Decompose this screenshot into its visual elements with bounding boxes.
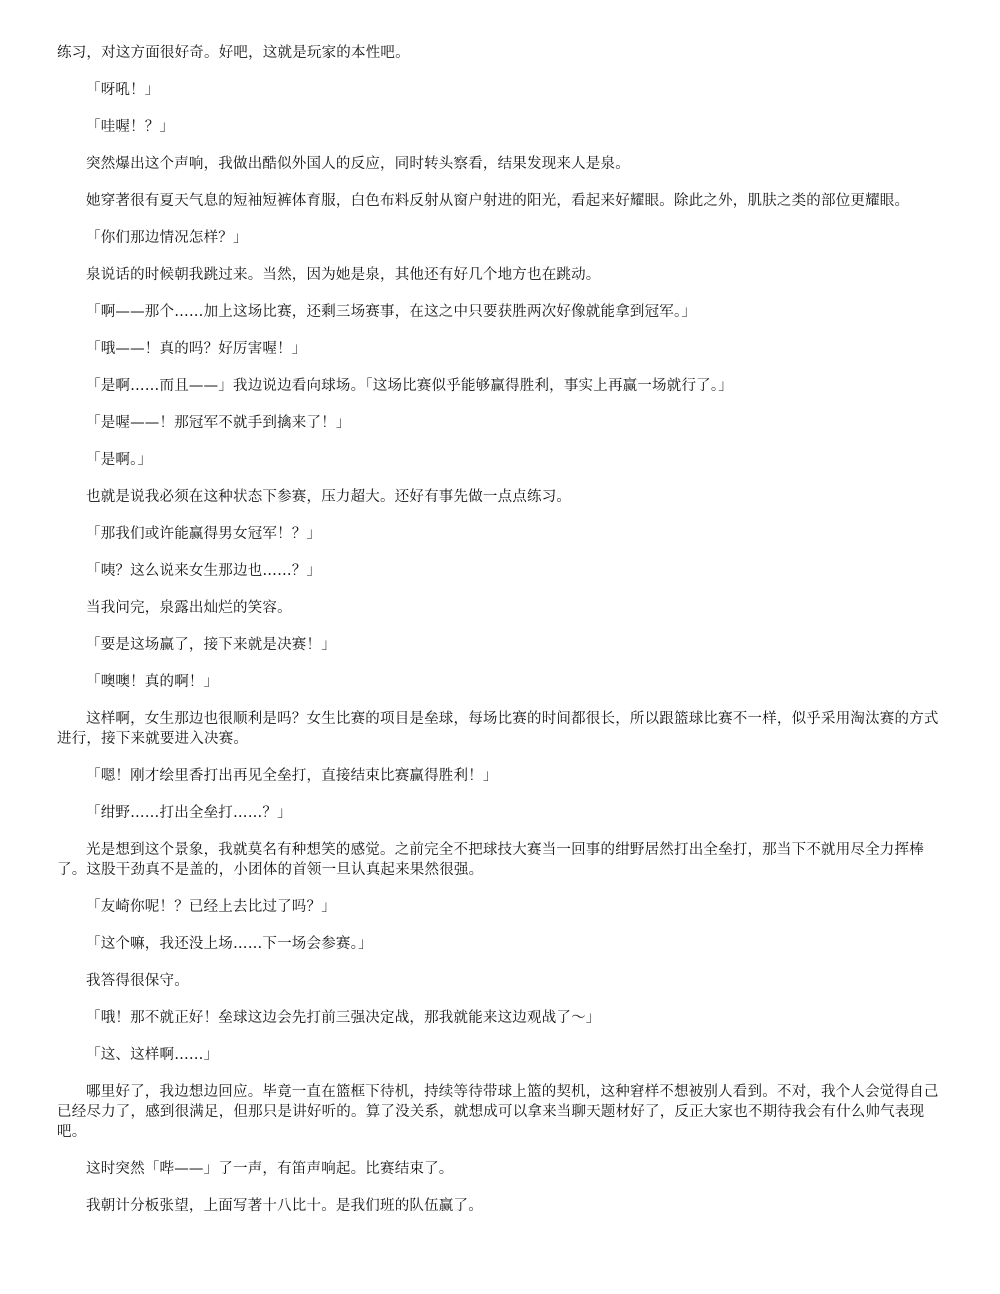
paragraph: 「哦——！真的吗？好厉害喔！」 <box>86 341 307 357</box>
paragraph: 「是啊。」 <box>86 452 153 468</box>
paragraph: 这时突然「哔——」了一声，有笛声响起。比赛结束了。 <box>86 1161 454 1177</box>
paragraph: 「这个嘛，我还没上场……下一场会参赛。」 <box>86 936 373 952</box>
paragraph: 当我问完，泉露出灿烂的笑容。 <box>86 600 292 616</box>
paragraph: 「是啊……而且——」我边说边看向球场。「这场比赛似乎能够赢得胜利，事实上再赢一场就行了。」 <box>86 378 733 394</box>
paragraph: 「是喔——！那冠军不就手到擒来了！」 <box>86 415 351 431</box>
paragraph: 「嗯！刚才绘里香打出再见全垒打，直接结束比赛赢得胜利！」 <box>86 768 498 784</box>
paragraph: 「这、这样啊……」 <box>86 1047 219 1063</box>
paragraph: 光是想到这个景象，我就莫名有种想笑的感觉。之前完全不把球技大赛当一回事的绀野居然打出全垒打，那当下不就用尽全力挥棒了。这股干劲真不是盖的，小团体的首领一旦认真起来果然很强。 <box>57 842 924 878</box>
paragraph: 哪里好了，我边想边回应。毕竟一直在篮框下待机，持续等待带球上篮的契机，这种窘样不想被别人看到。不对，我个人会觉得自己已经尽力了，感到很满足，但那只是讲好听的。算了没关系，就想成可以拿来当聊天题材好了，反正大家也不期待我会有什么帅气表现吧。 <box>57 1084 939 1140</box>
paragraph: 「哦！那不就正好！垒球这边会先打前三强决定战，那我就能来这边观战了～」 <box>86 1010 601 1026</box>
paragraph: 「要是这场赢了，接下来就是决赛！」 <box>86 637 336 653</box>
paragraph: 也就是说我必须在这种状态下参赛，压力超大。还好有事先做一点点练习。 <box>86 489 572 505</box>
paragraph: 「哇喔！？」 <box>86 119 175 135</box>
paragraph: 突然爆出这个声响，我做出酷似外国人的反应，同时转头察看，结果发现来人是泉。 <box>86 156 630 172</box>
paragraph: 「你们那边情况怎样？」 <box>86 230 248 246</box>
paragraph: 「那我们或许能赢得男女冠军！？」 <box>86 526 322 542</box>
paragraph: 「友崎你呢！？已经上去比过了吗？」 <box>86 899 336 915</box>
paragraph: 这样啊，女生那边也很顺利是吗？女生比赛的项目是垒球，每场比赛的时间都很长，所以跟篮球比赛不一样，似乎采用淘汰赛的方式进行，接下来就要进入决赛。 <box>57 711 939 747</box>
paragraph: 「噢噢！真的啊！」 <box>86 674 219 690</box>
paragraph: 她穿著很有夏天气息的短袖短裤体育服，白色布料反射从窗户射进的阳光，看起来好耀眼。除此之外，肌肤之类的部位更耀眼。 <box>86 193 910 209</box>
paragraph: 泉说话的时候朝我跳过来。当然，因为她是泉，其他还有好几个地方也在跳动。 <box>86 267 601 283</box>
paragraph: 「绀野……打出全垒打……？」 <box>86 805 292 821</box>
paragraph: 练习，对这方面很好奇。好吧，这就是玩家的本性吧。 <box>57 45 410 61</box>
paragraph: 「呀吼！」 <box>86 82 160 98</box>
paragraph: 「咦？这么说来女生那边也……？」 <box>86 563 322 579</box>
paragraph: 我朝计分板张望，上面写著十八比十。是我们班的队伍赢了。 <box>86 1198 483 1214</box>
paragraph: 「啊——那个……加上这场比赛，还剩三场赛事，在这之中只要获胜两次好像就能拿到冠军。」 <box>86 304 697 320</box>
paragraph: 我答得很保守。 <box>86 973 189 989</box>
